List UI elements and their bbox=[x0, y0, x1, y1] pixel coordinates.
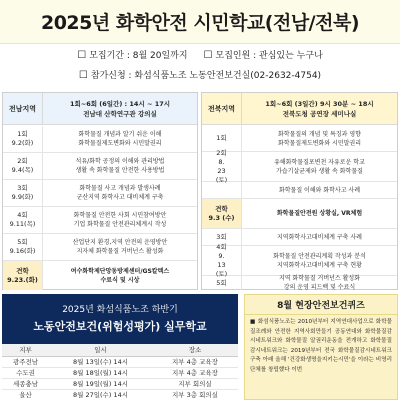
page-title: 2025년 화학안전 시민학교(전남/전북) bbox=[40, 12, 360, 34]
session-topics bbox=[242, 229, 397, 245]
table-row bbox=[2, 389, 238, 400]
practical-school-header bbox=[2, 294, 238, 344]
practical-school-line1: 2025년 화섬식품노조 하반기 bbox=[62, 305, 178, 315]
panel-subtitle: 1회~6회 (6일간) : 14시 ~ 17시 전남대 산학연구관 강의실 bbox=[69, 99, 171, 118]
table-cell: 8월 18일(월) 14시 bbox=[49, 367, 152, 378]
schedule-row bbox=[3, 126, 197, 153]
session-topic: 화학물질 사고 개념과 발생사례 bbox=[79, 185, 161, 192]
info-apply: ☐ 참가신청 : 화섬식품노조 노동안전보건실(02-2632-4754) bbox=[79, 68, 321, 84]
session-topics bbox=[43, 261, 197, 290]
info-period: ☐ 모집기간 : 8월 20일까지 bbox=[77, 48, 187, 64]
table-cell: 지부 4층 교육장 bbox=[152, 367, 238, 378]
info-line-2 bbox=[0, 68, 400, 84]
session-topics bbox=[43, 153, 197, 179]
session-topic: 화학물질 안전한 사회 시민참여방안 bbox=[73, 212, 167, 219]
schedule-row bbox=[3, 234, 197, 261]
session-topic: 화학물질안전원 상황실, VR체험 bbox=[276, 210, 363, 217]
session-date: 2회 8. 23 (토) bbox=[202, 152, 242, 181]
schedule-row bbox=[202, 242, 397, 278]
region-label: 전북지역 bbox=[202, 93, 242, 124]
session-topics bbox=[242, 182, 397, 198]
schedule-row bbox=[202, 199, 397, 229]
session-topic: 군산지역 화학사고 대비체계 구축 bbox=[76, 194, 164, 201]
session-topic: 강의 운영 피드백 및 수료식 bbox=[283, 284, 356, 291]
checkbox-icon: ☐ bbox=[78, 70, 88, 81]
schedule-rows bbox=[202, 126, 397, 289]
practical-school-table bbox=[2, 344, 238, 400]
table-row bbox=[2, 367, 238, 378]
session-topic: 지역 화학물질 거버넌스 활성화 bbox=[278, 275, 361, 282]
schedule-row bbox=[3, 180, 197, 207]
session-topics bbox=[242, 199, 397, 228]
schedule-rows bbox=[3, 126, 197, 289]
session-date: 4회 9. 13 (토) bbox=[202, 246, 242, 275]
jeonbuk-schedule-panel bbox=[201, 92, 398, 290]
schedule-row bbox=[202, 148, 397, 184]
session-topics bbox=[242, 152, 397, 181]
schedule-row bbox=[3, 153, 197, 180]
session-topic: 화학물질의 개념 및 특징과 영향 bbox=[278, 130, 361, 138]
session-date: 3회 bbox=[202, 229, 242, 245]
table-cell: 광주전남 bbox=[2, 356, 49, 367]
info-target: ☐ 모집인원 : 관심있는 누구나 bbox=[204, 48, 323, 64]
info-line-1 bbox=[0, 48, 400, 64]
quiz-body: ■ 화섬식품노조는 2010년부터 지역연대사업으로 화학물질조례와 안전한 지역사회만들기 공동연대와 화학물질감시네트워크와 화학물질 알권리운동을 전개하고 화학물질감시네트워크는 2019년부터 전국 화학물질감시네트워크 구축 아래 올해 '건강화생명을지키는시민'을 이라는 비영리단체를 창립했다 이번 bbox=[250, 319, 392, 373]
table-row bbox=[2, 356, 238, 367]
session-date: 5회 9.16(화) bbox=[3, 234, 43, 260]
session-topic: 산업단지 환경,지역 안전의 운영방안 bbox=[72, 239, 168, 246]
session-topic: 화학물질 이해와 화학사고 사례 bbox=[278, 186, 361, 194]
session-date: 3회 9.9(화) bbox=[3, 180, 43, 206]
session-date: 1회 9.2(화) bbox=[3, 126, 43, 152]
practical-school-block bbox=[2, 294, 238, 400]
quiz-title: 8월 현장안전보건퀴즈 bbox=[245, 295, 397, 315]
session-date: 1회 bbox=[202, 126, 242, 151]
info-block bbox=[0, 44, 400, 92]
table-cell: 8월 27일(수) 14시 bbox=[49, 389, 152, 400]
session-topic: 가습기살균제와 생활 속 화학물질 bbox=[276, 167, 363, 175]
session-topics bbox=[43, 207, 197, 233]
schedule-row bbox=[202, 182, 397, 199]
panel-header bbox=[202, 93, 397, 125]
jeonnam-schedule-panel bbox=[2, 92, 198, 290]
session-topic: 화학물질제도변화와 시민말권리 bbox=[78, 140, 162, 147]
session-topics bbox=[242, 126, 397, 151]
session-topic: 유해화학물질포변천 자유로운 학교 bbox=[274, 158, 365, 166]
quiz-block bbox=[244, 294, 398, 400]
session-date: 견학 9.23.(화) bbox=[3, 261, 43, 290]
session-topic: 여수화학제단망동방제센터/GS칼텍스 bbox=[70, 267, 170, 275]
panel-header bbox=[3, 93, 197, 125]
schedule-row bbox=[202, 276, 397, 290]
session-topic: 지역화학사고대비체계 구축 현황 bbox=[277, 261, 362, 269]
table-row bbox=[2, 378, 238, 389]
panel-subtitle: 1회~6회 (3일간) 9시 30분 ~ 18시 전북도청 공연장 세미나실 bbox=[265, 99, 374, 118]
table-cell: 세종충남 bbox=[2, 378, 49, 389]
session-topic: 화학물질 안전관리계획 작성과 분석 bbox=[273, 252, 366, 260]
checkbox-icon: ☐ bbox=[203, 50, 213, 61]
table-cell: 지부 3층 회의실 bbox=[152, 389, 238, 400]
session-topics bbox=[43, 234, 197, 260]
column-header: 일시 bbox=[49, 344, 152, 356]
title-band bbox=[0, 0, 400, 44]
session-topic: 화학물질 개념과 알기 쉬운 이해 bbox=[78, 131, 162, 138]
practical-school-line2: 노동안전보건(위험성평가) 실무학교 bbox=[33, 320, 207, 333]
session-topics bbox=[43, 180, 197, 206]
schedule-row bbox=[202, 229, 397, 246]
session-date bbox=[202, 182, 242, 198]
table-cell: 수도권 bbox=[2, 367, 49, 378]
session-topics bbox=[242, 276, 397, 290]
session-topic: 석유/화학 공정의 이해와 관리방법 bbox=[75, 158, 165, 165]
schedule-row bbox=[202, 126, 397, 152]
column-header: 장소 bbox=[152, 344, 238, 356]
session-topic: 지자체 화학물질 거버넌스 활성화 bbox=[76, 248, 164, 255]
session-topic: 수료식 및 시상 bbox=[100, 276, 140, 284]
checkbox-icon: ☐ bbox=[77, 50, 87, 61]
session-topic: 생활 속 화학물질 안전한 사용방법 bbox=[75, 167, 165, 174]
session-topics bbox=[242, 246, 397, 275]
session-date: 5회 bbox=[202, 276, 242, 290]
table-cell: 울산 bbox=[2, 389, 49, 400]
region-label: 전남지역 bbox=[3, 93, 43, 124]
schedule-row bbox=[3, 261, 197, 290]
table-cell: 8월 19일(월) 14시 bbox=[49, 378, 152, 389]
table-cell: 지부 회의실 bbox=[152, 378, 238, 389]
session-date: 2회 9.4(목) bbox=[3, 153, 43, 179]
session-topic: 지역화학사고대비체계 구축 사례 bbox=[277, 233, 362, 241]
session-topic: 화학물질제도변화와 시민말권리 bbox=[277, 139, 362, 147]
table-cell: 지부 4층 교육장 bbox=[152, 356, 238, 367]
session-topic: 기업 화학물질 안전관리체계시 작성 bbox=[73, 221, 167, 228]
column-header: 지부 bbox=[2, 344, 49, 356]
table-cell: 8월 13일(수) 14시 bbox=[49, 356, 152, 367]
session-date: 견학 9.3 (수) bbox=[202, 199, 242, 228]
session-topics bbox=[43, 126, 197, 152]
schedule-row bbox=[3, 207, 197, 234]
session-date: 4회 9.11(목) bbox=[3, 207, 43, 233]
